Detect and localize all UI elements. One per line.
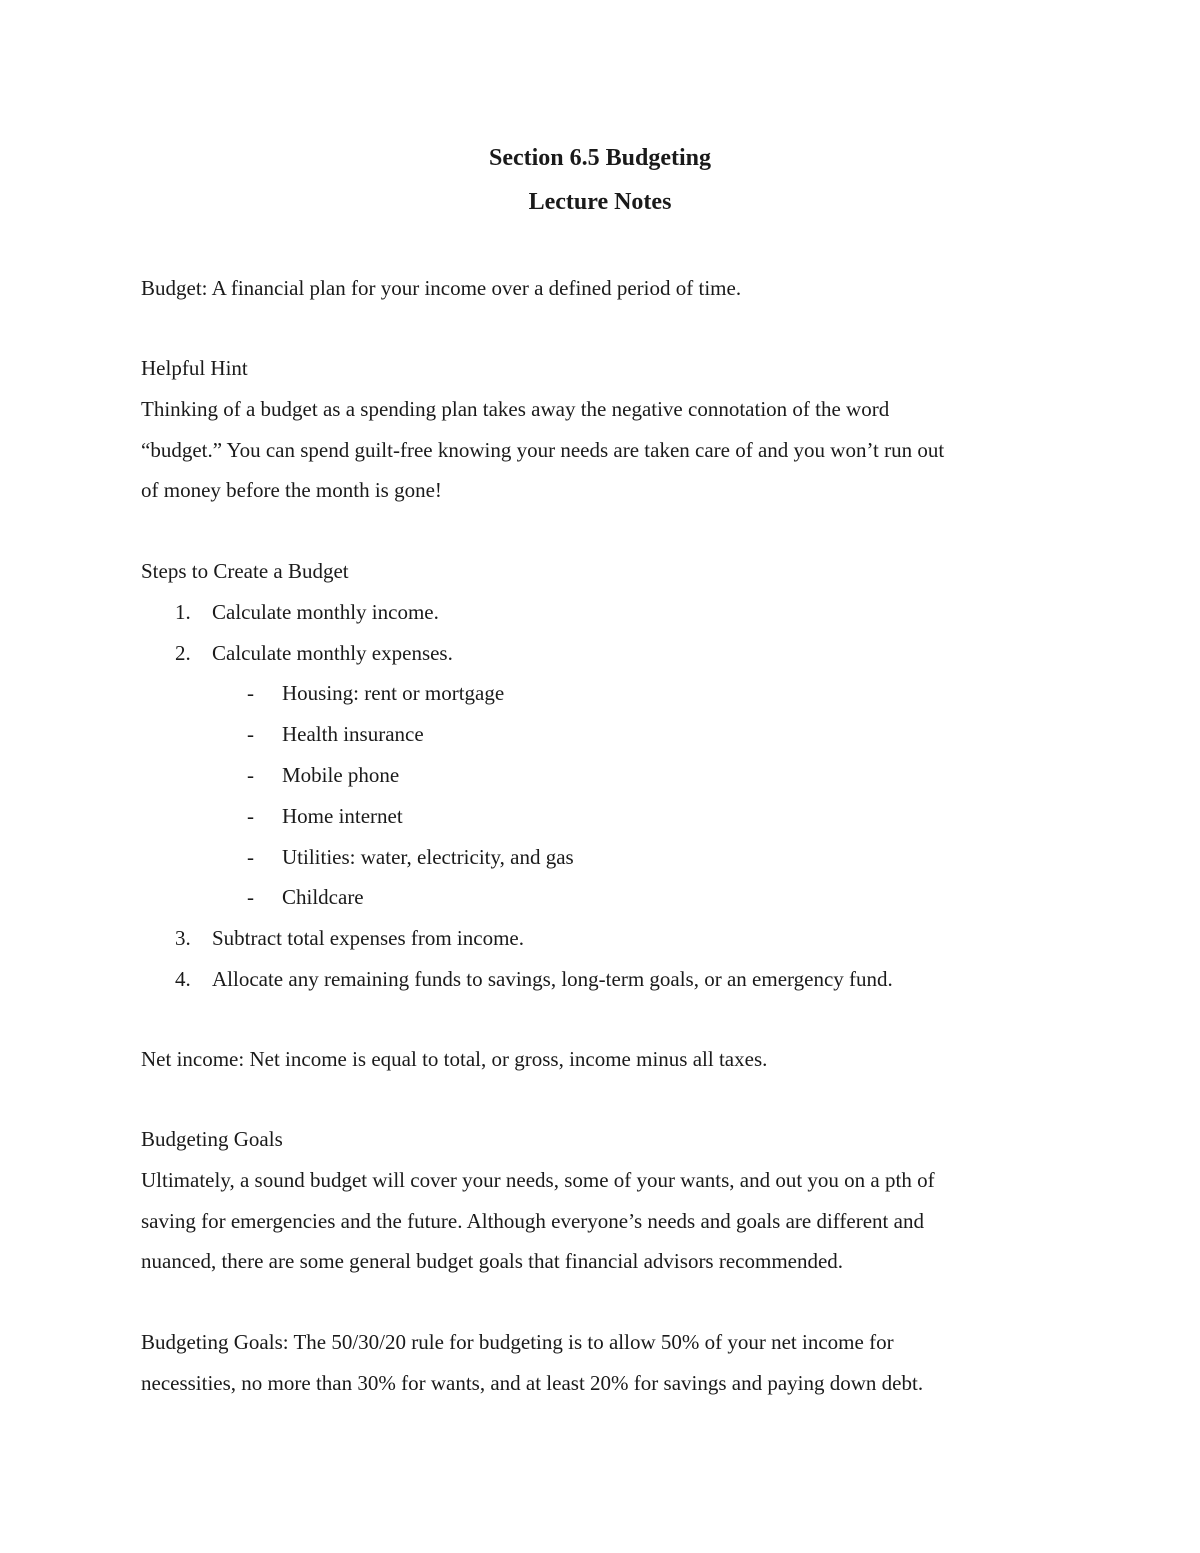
- dash-bullet: -: [247, 762, 254, 787]
- helpful-hint-line: of money before the month is gone!: [141, 478, 442, 503]
- dash-bullet: -: [247, 681, 254, 706]
- expense-item: [141, 755, 1061, 796]
- step-item: [141, 592, 1061, 633]
- expense-text: Home internet: [282, 803, 403, 828]
- step-number: 1.: [175, 599, 191, 624]
- step-number: 2.: [175, 640, 191, 665]
- rule-line: necessities, no more than 30% for wants, and at least 20% for savings and paying down debt.: [141, 1370, 924, 1395]
- budgeting-goals-line: Ultimately, a sound budget will cover your needs, some of your wants, and out you on a pth of: [141, 1167, 935, 1192]
- helpful-hint-section: [141, 348, 1061, 511]
- step-item: [141, 959, 1061, 1000]
- dash-bullet: -: [247, 722, 254, 747]
- expense-text: Health insurance: [282, 722, 424, 747]
- net-income-definition: [141, 1039, 1061, 1080]
- helpful-hint-heading: Helpful Hint: [141, 356, 248, 380]
- steps-heading: Steps to Create a Budget: [141, 559, 349, 583]
- step-item: [141, 633, 1061, 674]
- step-number: 3.: [175, 926, 191, 951]
- expense-text: Utilities: water, electricity, and gas: [282, 844, 574, 869]
- budgeting-goals-section: [141, 1119, 1061, 1282]
- dash-bullet: -: [247, 885, 254, 910]
- expense-item: [141, 837, 1061, 878]
- step-text: Allocate any remaining funds to savings, long-term goals, or an emergency fund.: [212, 966, 893, 991]
- budgeting-goals-heading: Budgeting Goals: [141, 1127, 283, 1151]
- rule-line: Budgeting Goals: The 50/30/20 rule for budgeting is to allow 50% of your net income for: [141, 1330, 894, 1354]
- expense-text: Childcare: [282, 885, 364, 910]
- step-text: Calculate monthly expenses.: [212, 640, 453, 665]
- expense-item: [141, 673, 1061, 714]
- step-text: Subtract total expenses from income.: [212, 926, 524, 951]
- budget-definition-text: Budget: A financial plan for your income over a defined period of time.: [141, 276, 742, 300]
- dash-bullet: -: [247, 803, 254, 828]
- expense-item: [141, 714, 1061, 755]
- document-subtitle: Lecture Notes: [528, 189, 672, 215]
- budget-definition: [141, 268, 1061, 309]
- document-title: Section 6.5 Budgeting: [488, 145, 712, 171]
- helpful-hint-line: Thinking of a budget as a spending plan takes away the negative connotation of the word: [141, 396, 890, 421]
- expense-text: Mobile phone: [282, 762, 400, 787]
- dash-bullet: -: [247, 844, 254, 869]
- expense-item: [141, 796, 1061, 837]
- budgeting-goals-line: saving for emergencies and the future. Although everyone’s needs and goals are different and: [141, 1208, 924, 1233]
- expense-text: Housing: rent or mortgage: [282, 681, 505, 706]
- step-item: [141, 918, 1061, 959]
- helpful-hint-line: “budget.” You can spend guilt-free knowing your needs are taken care of and you won’t run out: [141, 437, 945, 462]
- expense-item: [141, 877, 1061, 918]
- steps-section: [141, 551, 1061, 1000]
- step-text: Calculate monthly income.: [212, 599, 439, 624]
- rule-50-30-20-paragraph: [141, 1322, 1061, 1404]
- net-income-text: Net income: Net income is equal to total, or gross, income minus all taxes.: [141, 1047, 768, 1071]
- budgeting-goals-line: nuanced, there are some general budget goals that financial advisors recommended.: [141, 1249, 844, 1274]
- step-number: 4.: [175, 966, 191, 991]
